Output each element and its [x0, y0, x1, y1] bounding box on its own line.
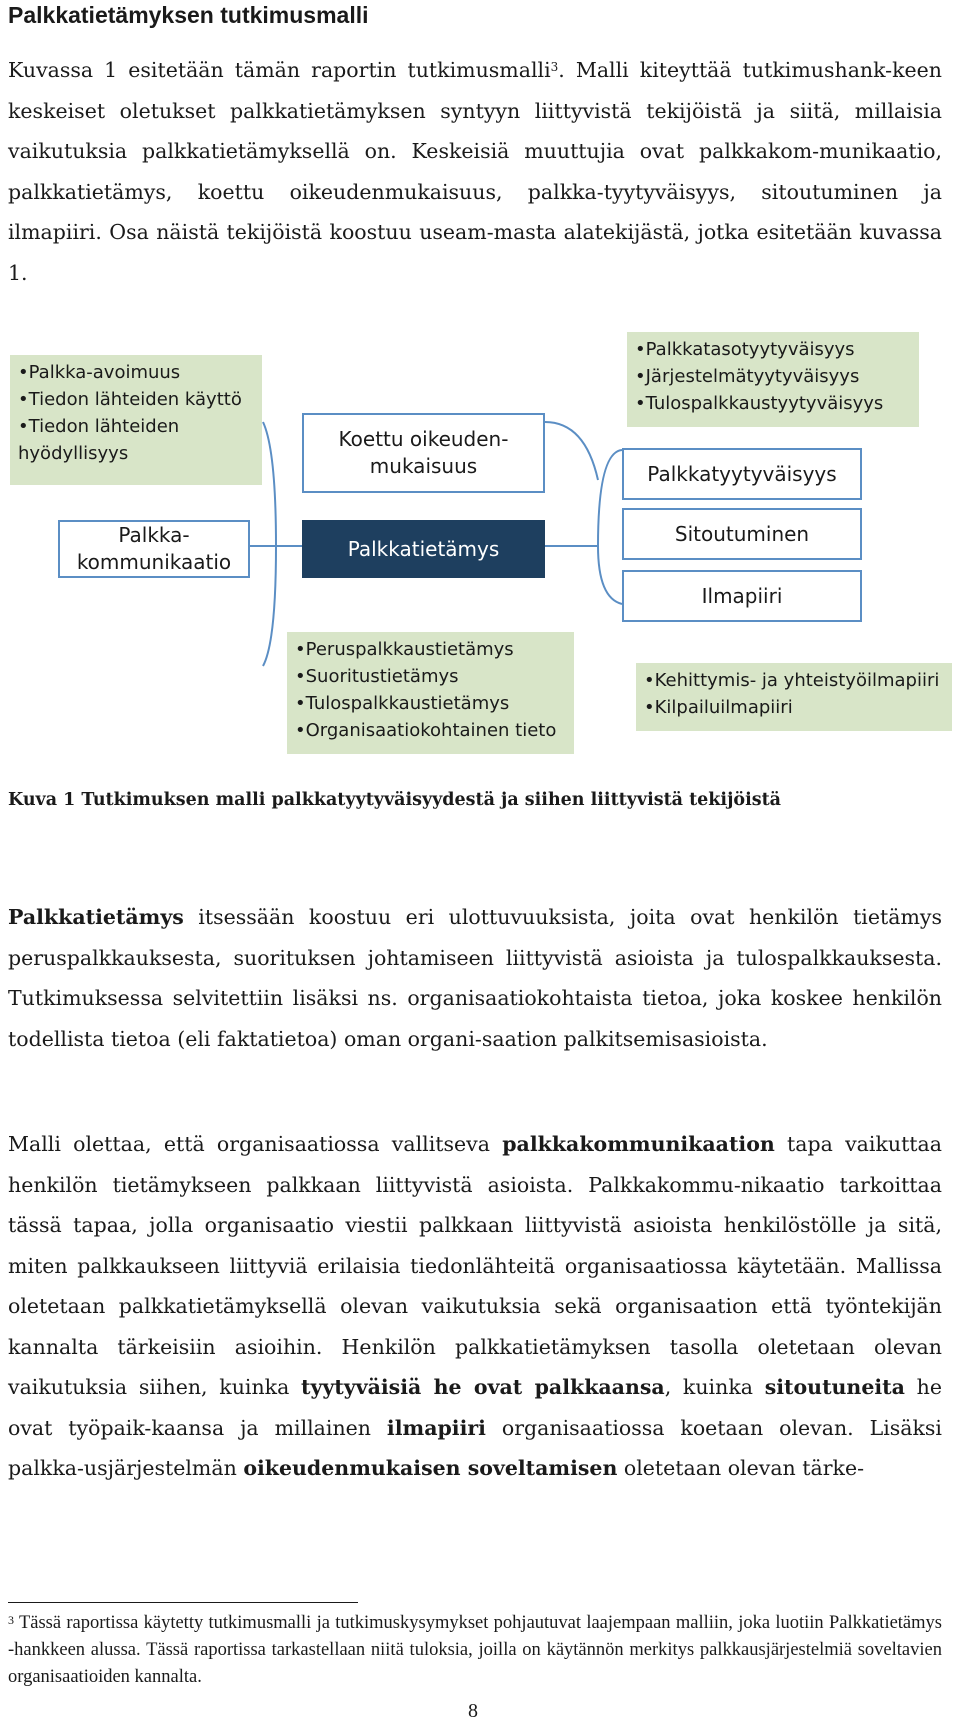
factor-item: • Palkkatasotyytyväisyys — [635, 336, 911, 363]
footnote-divider — [8, 1602, 358, 1603]
intro-text-start: Kuvassa 1 esitetään tämän raportin tutkimusmalli — [8, 58, 551, 82]
climate-factors-box — [636, 663, 952, 731]
factor-item: • Kilpailuilmapiiri — [644, 694, 944, 721]
factor-item: • Tulospalkkaustietämys — [295, 690, 566, 717]
paragraph-text: oletetaan olevan tärke- — [617, 1456, 865, 1480]
climate-box: Ilmapiiri — [622, 570, 862, 622]
footnote-number: 3 — [8, 1613, 14, 1627]
communication-factors-box — [10, 355, 262, 485]
pay-satisfaction-box: Palkkatyytyväisyys — [622, 448, 862, 500]
footnote — [8, 1610, 942, 1691]
footnote-text: Tässä raportissa käytetty tutkimusmalli ja tutkimuskysymykset pohjautuvat laajempaan malliin, joka luotiin Palkkatietämys -hankkeen alussa. Tässä raportissa tarkastellaan niitä tuloksia, joilla on käytännön merkitys palkkausjärjestelmiä soveltavien organisaatioiden kannalta. — [8, 1613, 942, 1687]
paragraph-text: Malli olettaa, että organisaatiossa vallitseva — [8, 1132, 503, 1156]
factor-item: • Peruspalkkaustietämys — [295, 636, 566, 663]
paragraph-knowledge — [8, 897, 942, 1059]
intro-text-rest: . Malli kiteyttää tutkimushank-keen keskeiset oletukset palkkatietämyksen syntyyn liittyvistä tekijöistä ja siitä, millaisia vaikutuksia palkkatietämyksellä on. Keskeisiä muuttujia ovat palkkakom-munikaatio, palkkatietämys, koettu oikeudenmukaisuus, palkka-tyytyväisyys, sitoutuminen ja ilmapiiri. Osa näistä tekijöistä koostuu useam-masta alatekijästä, jotka esitetään kuvassa 1. — [8, 58, 942, 285]
left-bracket — [263, 422, 276, 666]
page-number: 8 — [468, 1700, 478, 1722]
factor-item: • Organisaatiokohtainen tieto — [295, 717, 566, 744]
factor-item: • Järjestelmätyytyväisyys — [635, 363, 911, 390]
factor-item: • Tiedon lähteiden käyttö — [18, 386, 254, 413]
bold-term: sitoutuneita — [764, 1375, 905, 1399]
factor-item: • Tiedon lähteiden hyödyllisyys — [18, 413, 254, 467]
pay-communication-box: Palkka-kommunikaatio — [58, 520, 250, 578]
bold-term: Palkkatietämys — [8, 905, 184, 929]
section-title: Palkkatietämyksen tutkimusmalli — [8, 2, 369, 28]
paragraph-communication — [8, 1124, 942, 1489]
intro-paragraph — [8, 50, 942, 293]
factor-item: • Tulospalkkaustyytyväisyys — [635, 390, 911, 417]
paragraph-text: itsessään koostuu eri ulottuvuuksista, joita ovat henkilön tietämys peruspalkkauksesta, suorituksen johtamiseen liittyvistä asioista ja tulospalkkauksesta. Tutkimuksessa selvitettiin lisäksi ns. organisaatiokohtaista tietoa, joka koskee henkilön todellista tietoa (eli faktatietoa) oman organi-saation palkitsemisasioista. — [8, 905, 942, 1051]
perceived-justice-box: Koettu oikeuden-mukaisuus — [302, 413, 545, 493]
footnote-ref[interactable]: 3 — [550, 60, 559, 74]
paragraph-text: organisaatiossa koetaan olevan. Lisäksi palkka-usjärjestelmän — [8, 1415, 942, 1480]
commitment-box: Sitoutuminen — [622, 508, 862, 560]
bold-term: tyytyväisiä he ovat palkkaansa — [301, 1375, 665, 1399]
bold-term: oikeudenmukaisen soveltamisen — [243, 1456, 618, 1480]
factor-item: • Suoritustietämys — [295, 663, 566, 690]
knowledge-factors-box — [287, 632, 574, 754]
right-bracket — [598, 450, 622, 604]
paragraph-text: tapa vaikuttaa henkilön tietämykseen palkkaan liittyvistä asioista. Palkkakommu-nikaatio tarkoittaa tässä tapaa, jolla organisaatio viestii palkkaan liittyvistä asioista henkilöstölle ja sitä, miten palkkaukseen liittyviä erilaisia tiedonlähteitä organisaatiossa käytetään. Mallissa oletetaan palkkatietämyksellä olevan vaikutuksia sekä organisaation että työntekijän kannalta tärkeisiin asioihin. Henkilön palkkatietämyksen tasolla oletetaan olevan vaikutuksia siihen, kuinka — [8, 1132, 942, 1399]
satisfaction-factors-box — [627, 332, 919, 427]
research-model-diagram — [0, 330, 960, 760]
bold-term: ilmapiiri — [386, 1415, 486, 1440]
figure-caption: Kuva 1 Tutkimuksen malli palkkatyytyväisyydestä ja siihen liittyvistä tekijöistä — [8, 790, 782, 810]
paragraph-text: he ovat työpaik-kaansa ja millainen — [8, 1375, 942, 1440]
factor-item: • Palkka-avoimuus — [18, 359, 254, 386]
factor-item: • Kehittymis- ja yhteistyöilmapiiri — [644, 667, 944, 694]
pay-knowledge-box: Palkkatietämys — [302, 520, 545, 578]
arrow-justice-to-outcomes — [545, 422, 598, 480]
bold-term: palkkakommunikaation — [502, 1132, 775, 1156]
paragraph-text: , kuinka — [664, 1375, 765, 1399]
